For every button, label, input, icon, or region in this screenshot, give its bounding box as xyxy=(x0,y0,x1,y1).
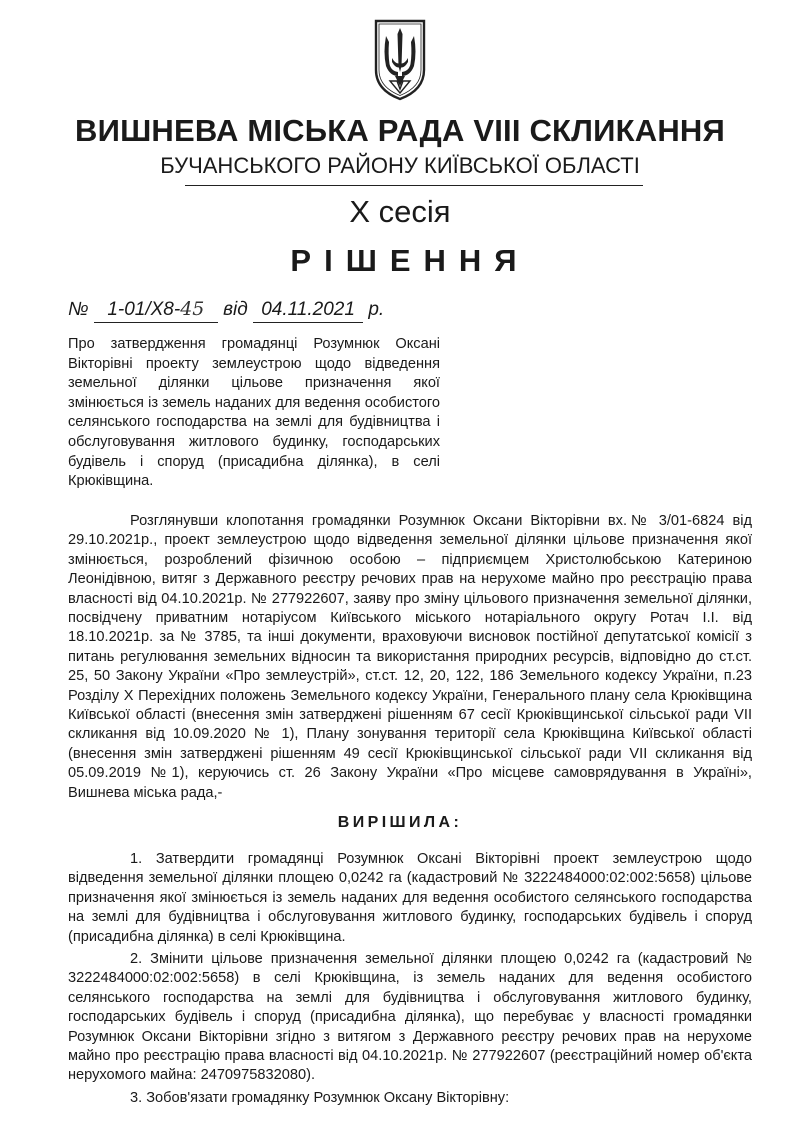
district-name: БУЧАНСЬКОГО РАЙОНУ КИЇВСЬКОЇ ОБЛАСТІ xyxy=(160,153,640,178)
resolution-item-1: 1. Затвердити громадянці Розумнюк Оксані Вікторівні проект землеустрою щодо відведення земельної ділянки площею 0,0242 га (кадастровий № 3222484000:02:002:5658) цільове призначення якої змінюється із земель наданих для ведення особистого селянського господарства на землі для будівництва і обслуговування житлового будинку, господарських будівель і споруд (присадибна ділянка) в селі Крюківщина. xyxy=(68,851,752,945)
decision-number-prefix: 1-01/X8- xyxy=(107,299,181,320)
date-suffix: р. xyxy=(368,299,385,320)
decision-date: 04.11.2021 xyxy=(253,298,363,323)
header-divider xyxy=(185,185,643,186)
number-label: № xyxy=(68,299,89,320)
resolved-heading: ВИРІШИЛА: xyxy=(337,814,463,831)
decision-number xyxy=(94,297,218,323)
preamble-block xyxy=(68,512,752,803)
date-label: від xyxy=(223,299,248,320)
resolution-item-2: 2. Змінити цільове призначення земельної ділянки площею 0,0242 га (кадастровий № 3222484000:02:002:5658) в селі Крюківщина, із земель наданих для ведення особистого селянського господарства на землі для будівництва і обслуговування житлового будинку, господарських будівель і споруд (присадибна ділянка), що перебуває у власності громадянки Розумнюк Оксани Вікторівни згідно з витягом з Державного реєстру речових прав на нерухоме майно про реєстрацію права власності від 04.10.2021р. № 277922607 (реєстраційний номер об'єкта нерухомого майна: 2470975832080). xyxy=(68,951,752,1084)
trident-coat-of-arms-icon xyxy=(372,18,428,102)
resolution-item-3: 3. Зобов'язати громадянку Розумнюк Оксану Вікторівну: xyxy=(130,1089,510,1106)
resolution-items xyxy=(68,850,752,1111)
decision-subject: Про затвердження громадянці Розумнюк Оксані Вікторівні проекту землеустрою щодо відведення земельної ділянки цільове призначення якої змінюється із земель наданих для ведення особистого селянського господарства на землі для будівництва і обслуговування житлового будинку, господарських будівель і споруд (присадибна ділянка), в селі Крюківщина. xyxy=(68,336,440,490)
session-label: X сесія xyxy=(349,194,451,229)
council-name: ВИШНЕВА МІСЬКА РАДА VIII СКЛИКАННЯ xyxy=(75,113,725,148)
preamble-paragraph: Розглянувши клопотання громадянки Розумнюк Оксани Вікторівни вх.№ 3/01-6824 від 29.10.2021р., проект землеустрою щодо відведення земельної ділянки цільове призначення якої змінюється, розроблений фізичною особою – підприємцем Христолюбською Катериною Леонідівною, витяг з Державного реєстру речових прав на нерухоме майно про реєстрацію права власності від 04.10.2021р. № 277922607, заяву про зміну цільового призначення земельної ділянки, посвідчену приватним нотаріусом Київського міського нотаріального округу Ротач І.І. від 18.10.2021р. за № 3785, та інші документи, враховуючи висновок постійної депутатської комісії з питань регулювання земельних відносин та використання природних ресурсів, відповідно до ст.ст. 25, 50 Закону України «Про землеустрій», ст.ст. 12, 20, 122, 186 Земельного кодексу України, п.23 Розділу X Перехідних положень Земельного кодексу України, Генерального плану села Крюківщина Київської області (внесення змін затверджені рішенням 67 сесії Крюківщинської сільської ради VII скликання від 10.09.2020 № 1), Плану зонування території села Крюківщина Київської області (внесення змін затверджені рішенням 49 сесії Крюківщинської сільської ради VII скликання від 05.09.2019 №1), керуючись ст. 26 Закону України «Про місцеве самоврядування в Україні», Вишнева міська рада,- xyxy=(68,513,752,801)
decision-number-handwritten: 45 xyxy=(180,298,205,320)
document-title: РІШЕННЯ xyxy=(290,243,530,278)
decision-number-line xyxy=(68,297,384,323)
